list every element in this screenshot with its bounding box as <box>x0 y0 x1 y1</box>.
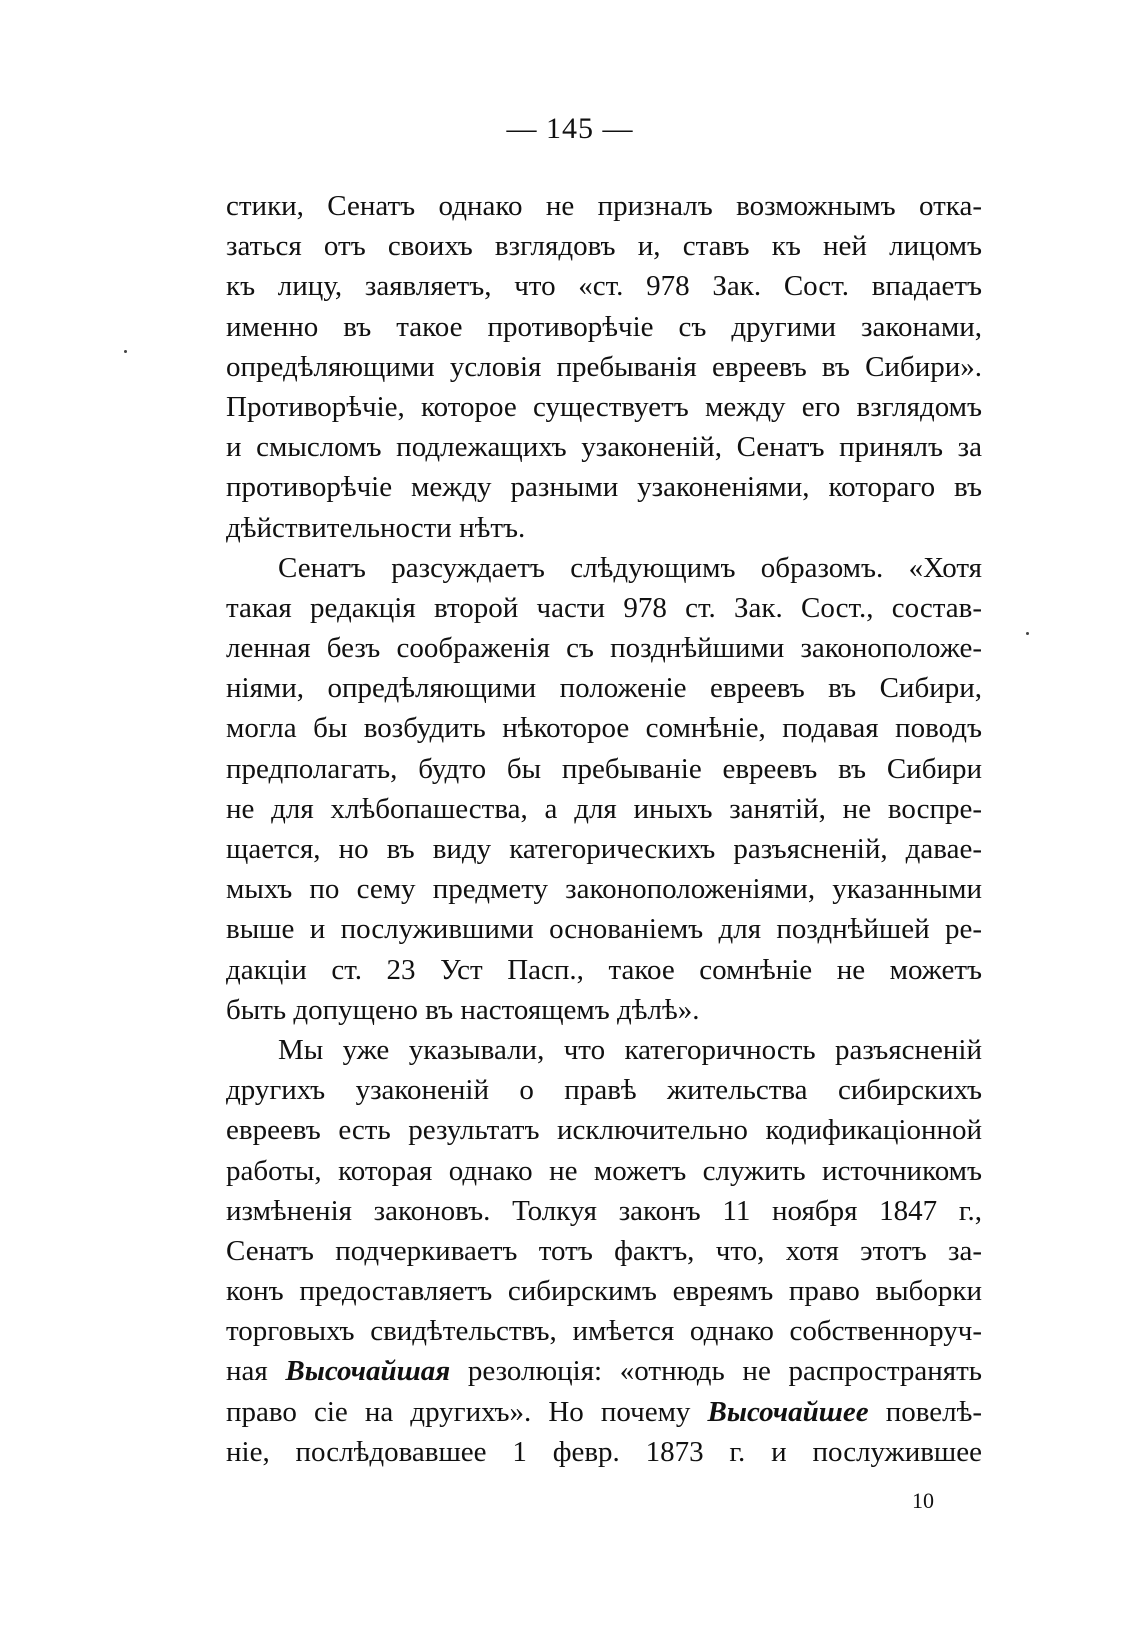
text-line: торговыхъ свидѣтельствъ, имѣется однако собственноруч- <box>226 1315 982 1348</box>
page-number: — 145 — <box>506 112 634 145</box>
text-line: не для хлѣбопашества, а для иныхъ занятій, не воспре- <box>226 792 982 825</box>
text-line: и смысломъ подлежащихъ узаконеній, Сенатъ принялъ за <box>226 431 982 464</box>
paragraph-2 <box>226 548 982 1030</box>
text-line: быть допущено въ настоящемъ дѣлѣ». <box>226 993 700 1026</box>
text-line-with-emphasis <box>226 1351 982 1391</box>
text-line-with-emphasis <box>226 1392 982 1432</box>
text-fragment: ная <box>226 1355 286 1388</box>
text-line: евреевъ есть результатъ исключительно кодификаціонной <box>226 1114 982 1147</box>
text-line: опредѣляющими условія пребыванія евреевъ въ Сибири». <box>226 350 982 383</box>
text-fragment: повелѣ- <box>868 1395 982 1428</box>
paragraph-1 <box>226 186 982 548</box>
text-line: дѣйствительности нѣтъ. <box>226 511 526 544</box>
body-text <box>226 186 982 1472</box>
text-fragment: право сіе на другихъ». Но почему <box>226 1395 708 1428</box>
text-line: именно въ такое противорѣчіе съ другими законами, <box>226 310 982 343</box>
text-fragment: резолюція: «отнюдь не распространять <box>450 1355 982 1388</box>
text-line: предполагать, будто бы пребываніе евреевъ въ Сибири <box>226 752 982 785</box>
text-line: стики, Сенатъ однако не призналъ возможнымъ отка- <box>226 190 982 222</box>
text-line: противорѣчіе между разными узаконеніями, котораго въ <box>226 471 982 504</box>
text-line: къ лицу, заявляетъ, что «ст. 978 Зак. Сост. впадаетъ <box>226 270 982 303</box>
text-line: мыхъ по сему предмету законоположеніями, указанными <box>226 873 982 906</box>
text-line: могла бы возбудить нѣкоторое сомнѣніе, подавая поводъ <box>226 712 982 745</box>
text-line: дакціи ст. 23 Уст Пасп., такое сомнѣніе не можетъ <box>226 953 982 986</box>
text-line: Сенатъ подчеркиваетъ тотъ фактъ, что, хотя этотъ за- <box>226 1234 982 1267</box>
text-line: выше и послужившими основаніемъ для позднѣйшей ре- <box>226 913 982 946</box>
emphasized-word: Высочайшее <box>707 1395 869 1428</box>
text-line: другихъ узаконеній о правѣ жительства сибирскихъ <box>226 1074 982 1107</box>
text-line: Сенатъ разсуждаетъ слѣдующимъ образомъ. «Хотя <box>278 551 982 584</box>
paragraph-3 <box>226 1030 982 1472</box>
text-line: щается, но въ виду категорическихъ разъясненій, даваe- <box>226 833 982 865</box>
paper-speck <box>124 350 127 353</box>
text-line: конъ предоставляетъ сибирскимъ евреямъ право выборки <box>226 1275 982 1308</box>
text-line: измѣненія законовъ. Толкуя законъ 11 ноября 1847 г., <box>226 1194 982 1227</box>
text-line: заться отъ своихъ взглядовъ и, ставъ къ ней лицомъ <box>226 230 982 263</box>
text-line: Противорѣчіе, которое существуетъ между его взглядомъ <box>226 390 982 423</box>
paper-speck <box>1026 632 1029 635</box>
text-line: ленная безъ соображенія съ позднѣйшими законоположе- <box>226 632 982 665</box>
signature-mark: 10 <box>912 1488 934 1513</box>
emphasized-word: Высочайшая <box>285 1355 451 1388</box>
text-line: работы, которая однако не можетъ служить источникомъ <box>226 1154 982 1187</box>
text-line: Мы уже указывали, что категоричность разъясненій <box>278 1033 982 1066</box>
text-line: такая редакція второй части 978 ст. Зак. Сост., состав- <box>226 591 982 624</box>
text-line: ніями, опредѣляющими положеніе евреевъ въ Сибири, <box>226 672 982 705</box>
text-line: ніе, послѣдовавшее 1 февр. 1873 г. и послужившее <box>226 1435 982 1468</box>
